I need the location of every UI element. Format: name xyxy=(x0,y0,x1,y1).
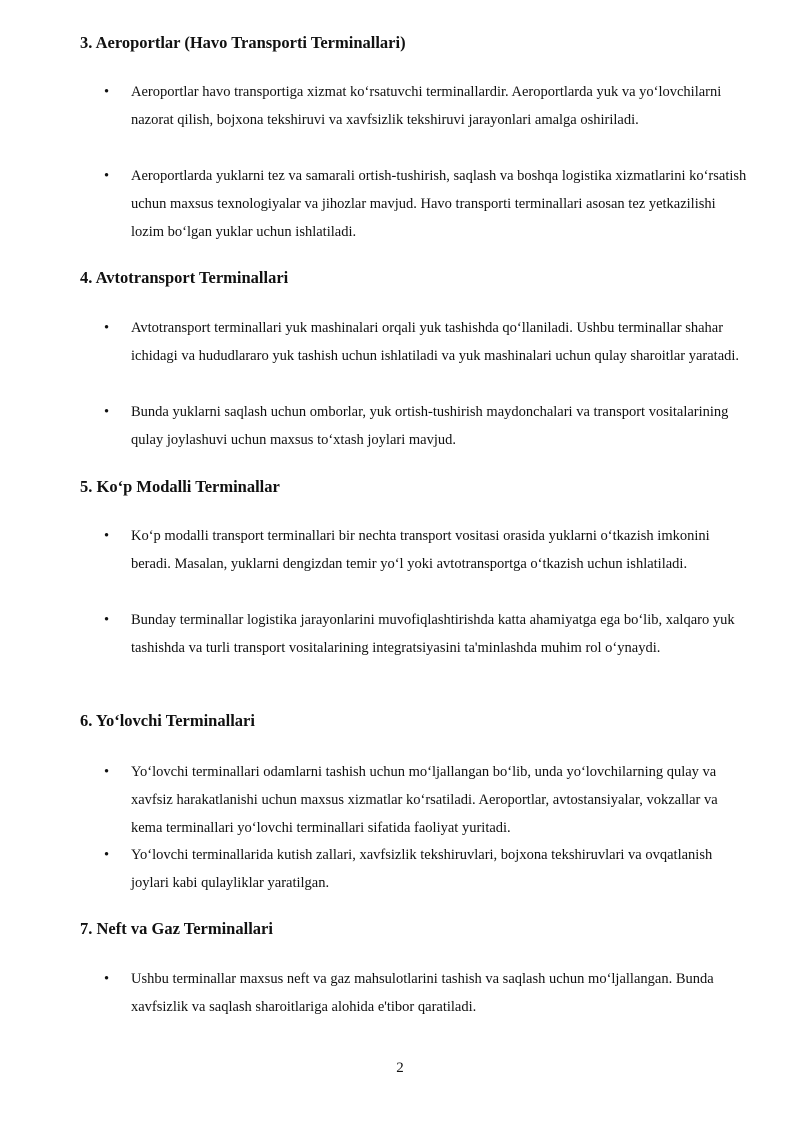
list-item-text: Avtotransport terminallari yuk mashinalari orqali yuk tashishda qo‘llaniladi. Ushbu terminallar shahar ichidagi va hududlararo yuk tashish uchun ishlatiladi va yuk mashinalari uchun qulay sharoitlar yaratadi. xyxy=(131,320,740,364)
bullet-icon: • xyxy=(104,847,110,863)
section-heading: 4. Avtotransport Terminallari xyxy=(80,268,289,287)
bullet-icon: • xyxy=(104,528,110,544)
list-item-text: Aeroportlarda yuklarni tez va samarali ortish-tushirish, saqlash va boshqa logistika xizmatlarini ko‘rsatish uchun maxsus texnologiyalar va jihozlar mavjud. Havo transporti terminallari asosan tez yetkazilishi lozim bo‘lgan yuklar uchun ishlatiladi. xyxy=(131,168,747,240)
list-item-text: Bunday terminallar logistika jarayonlarini muvofiqlashtirishda katta ahamiyatga ega bo‘lib, xalqaro yuk tashishda va turli transport vositalarining integratsiyasini ta'minlashda muhim rol o‘ynaydi. xyxy=(131,612,735,656)
list-item-text: Bunda yuklarni saqlash uchun omborlar, yuk ortish-tushirish maydonchalari va transport vositalarining qulay joylashuvi uchun maxsus to‘xtash joylari mavjud. xyxy=(131,404,729,448)
list-item-text: Ko‘p modalli transport terminallari bir nechta transport vositasi orasida yuklarni o‘tkazish imkonini beradi. Masalan, yuklarni dengizdan temir yo‘l yoki avtotransportga o‘tkazish uchun ishlatiladi. xyxy=(131,528,710,572)
section-heading: 5. Ko‘p Modalli Terminallar xyxy=(80,477,280,496)
bullet-icon: • xyxy=(104,168,110,184)
list-item-text: Aeroportlar havo transportiga xizmat ko‘rsatuvchi terminallardir. Aeroportlarda yuk va yo‘lovchilarni nazorat qilish, bojxona tekshiruvi va xavfsizlik tekshiruvi jarayonlari amalga oshiriladi. xyxy=(131,84,722,128)
bullet-icon: • xyxy=(104,612,110,628)
page-number: 2 xyxy=(396,1060,404,1076)
bullet-icon: • xyxy=(104,764,110,780)
bullet-icon: • xyxy=(104,320,110,336)
bullet-icon: • xyxy=(104,84,110,100)
list-item-text: Yo‘lovchi terminallarida kutish zallari, xavfsizlik tekshiruvlari, bojxona tekshiruvlari va ovqatlanish joylari kabi qulayliklar yaratilgan. xyxy=(131,847,713,891)
section-heading: 7. Neft va Gaz Terminallari xyxy=(80,919,273,938)
bullet-icon: • xyxy=(104,971,110,987)
list-item-text: Yo‘lovchi terminallari odamlarni tashish uchun mo‘ljallangan bo‘lib, unda yo‘lovchilarning qulay va xavfsiz harakatlanishi uchun maxsus xizmatlar ko‘rsatiladi. Aeroportlar, avtostansiyalar, vokzallar va kema terminallari yo‘lovchi terminallari sifatida faoliyat yuritadi. xyxy=(131,764,718,836)
section-heading: 3. Aeroportlar (Havo Transporti Terminallari) xyxy=(80,33,406,52)
bullet-icon: • xyxy=(104,404,110,420)
section-heading: 6. Yo‘lovchi Terminallari xyxy=(80,711,255,730)
list-item-text: Ushbu terminallar maxsus neft va gaz mahsulotlarini tashish va saqlash uchun mo‘ljallangan. Bunda xavfsizlik va saqlash sharoitlariga alohida e'tibor qaratiladi. xyxy=(131,971,714,1015)
